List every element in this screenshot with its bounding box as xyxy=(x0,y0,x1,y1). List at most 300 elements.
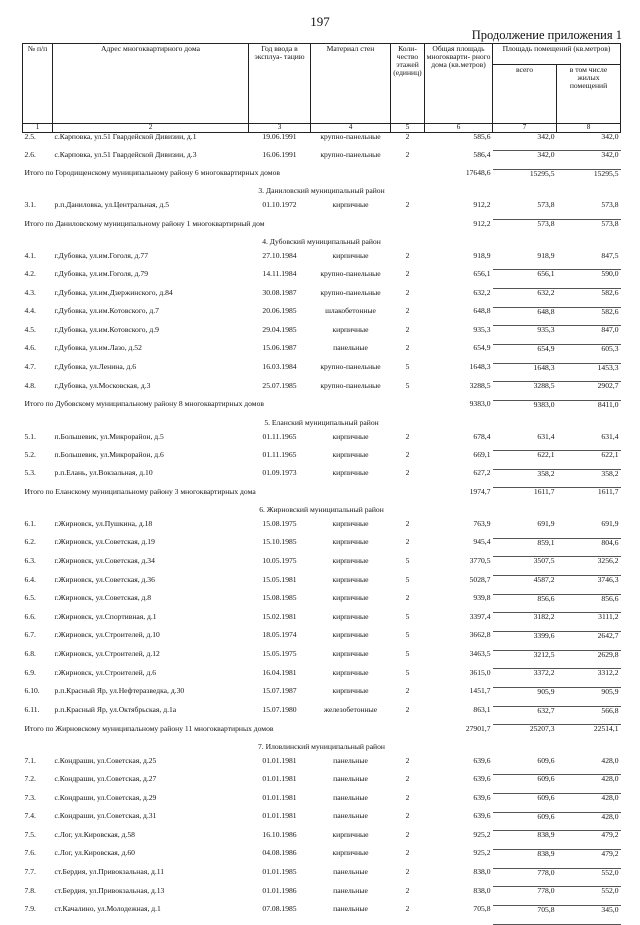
row-floors: 5 xyxy=(405,363,410,372)
row-floors: 5 xyxy=(405,556,410,565)
row-floors: 2 xyxy=(405,756,410,765)
row-floors: 2 xyxy=(405,288,410,297)
row-number: 2.6. xyxy=(24,150,36,159)
row-year: 25.07.1985 xyxy=(262,381,297,390)
row-total-area: 925,2 xyxy=(473,849,491,858)
row-address: р.п.Красный Яр, ул.Октябрьская, д.1а xyxy=(54,706,177,714)
row-floors: 2 xyxy=(405,269,410,278)
table-row xyxy=(23,289,621,308)
total-premises-all: 573,8 xyxy=(537,219,555,229)
row-premises-residential: 428,0 xyxy=(557,775,621,794)
district-total-row xyxy=(23,488,621,506)
row-total-area: 945,4 xyxy=(473,538,491,547)
row-premises-residential: 342,0 xyxy=(557,151,621,170)
col-number: 3 xyxy=(249,124,311,133)
col-number: 6 xyxy=(425,124,493,133)
district-heading: 5. Еланский муниципальный район xyxy=(264,418,379,427)
row-number: 6.10. xyxy=(24,687,40,696)
row-total-area: 669,1 xyxy=(473,450,491,459)
col-number: 1 xyxy=(23,124,53,133)
total-area: 9383,0 xyxy=(469,400,491,409)
row-material: крупно-панельные xyxy=(320,269,381,278)
row-floors: 2 xyxy=(405,538,410,547)
row-total-area: 935,3 xyxy=(473,325,491,334)
row-address: ст.Качалино, ул.Молодежная, д.1 xyxy=(54,905,161,914)
row-year: 15.10.1985 xyxy=(262,538,297,547)
row-floors: 5 xyxy=(405,575,410,584)
table-row xyxy=(23,132,621,151)
row-total-area: 639,6 xyxy=(473,774,491,783)
col-number: 2 xyxy=(53,124,249,133)
row-address: г.Жирновск, ул.Советская, д.8 xyxy=(54,594,152,603)
row-year: 15.06.1987 xyxy=(262,344,297,353)
total-premises-residential: 15295,5 xyxy=(593,169,619,178)
table-row xyxy=(23,613,621,632)
table-row xyxy=(23,594,621,613)
continuation-title: Продолжение приложения 1 xyxy=(471,28,622,42)
row-premises-residential: 552,0 xyxy=(557,887,621,906)
row-premises-all: 705,8 xyxy=(493,905,557,924)
row-floors: 2 xyxy=(405,812,410,821)
row-premises-residential: 582,6 xyxy=(557,289,621,308)
table-row xyxy=(23,363,621,382)
row-total-area: 705,8 xyxy=(473,905,491,914)
table-row xyxy=(23,687,621,706)
row-address: г.Дубовка, ул.Ленина, д.6 xyxy=(54,363,137,372)
row-premises-residential: 428,0 xyxy=(557,812,621,831)
row-total-area: 627,2 xyxy=(473,469,491,478)
row-floors: 2 xyxy=(405,450,410,459)
row-material: панельные xyxy=(333,905,368,914)
table-row xyxy=(23,775,621,794)
row-total-area: 918,9 xyxy=(473,251,491,260)
district-section-row xyxy=(23,743,621,757)
table-row xyxy=(23,469,621,488)
row-premises-all: 838,9 xyxy=(493,831,557,850)
row-total-area: 585,6 xyxy=(473,132,491,141)
row-floors: 2 xyxy=(405,905,410,914)
row-material: кирпичные xyxy=(332,432,369,441)
row-premises-residential: 691,9 xyxy=(557,520,621,538)
row-address: г.Дубовка, ул.им.Гоголя, д.79 xyxy=(54,269,149,278)
row-premises-residential: 2629,8 xyxy=(557,650,621,669)
row-year: 27.10.1984 xyxy=(262,251,297,260)
row-material: кирпичные xyxy=(332,251,369,260)
row-material: крупно-панельные xyxy=(320,288,381,297)
row-year: 16.10.1986 xyxy=(262,830,297,839)
row-premises-residential: 847,0 xyxy=(557,326,621,345)
row-year: 15.02.1981 xyxy=(262,612,297,621)
row-address: с.Лог, ул.Кировская, д.58 xyxy=(54,830,135,839)
row-address: г.Дубовка, ул.им.Котовского, д.9 xyxy=(54,325,159,334)
row-premises-all: 609,6 xyxy=(493,757,557,775)
district-section-row xyxy=(23,419,621,433)
row-material: крупно-панельные xyxy=(320,381,381,390)
header-total-area: Общая площадь многокварти- рного дома (кв.метров) xyxy=(425,44,493,124)
table-row xyxy=(23,270,621,289)
row-premises-residential: 566,8 xyxy=(557,706,621,725)
row-material: кирпичные xyxy=(332,556,369,565)
total-premises-residential: 1611,7 xyxy=(597,487,619,497)
row-premises-all: 778,0 xyxy=(493,868,557,887)
row-premises-all: 342,0 xyxy=(493,151,557,170)
row-address: п.Большевик, ул.Микрорайон, д.5 xyxy=(54,432,164,441)
row-total-area: 3463,5 xyxy=(469,650,491,659)
row-number: 4.7. xyxy=(24,363,36,372)
row-year: 07.08.1985 xyxy=(262,905,297,914)
row-address: г.Жирновск, ул.Советская, д.36 xyxy=(54,575,155,584)
row-premises-residential: 856,6 xyxy=(557,594,621,613)
row-number: 7.5. xyxy=(24,830,36,839)
row-address: р.п.Елань, ул.Вокзальная, д.10 xyxy=(54,469,153,478)
row-floors: 2 xyxy=(405,344,410,353)
row-year: 01.09.1973 xyxy=(262,469,297,478)
table-row xyxy=(23,433,621,451)
total-premises-all: 9383,0 xyxy=(533,400,555,409)
row-premises-all: 859,1 xyxy=(493,538,557,557)
row-year: 01.01.1985 xyxy=(262,868,297,877)
row-year: 20.06.1985 xyxy=(262,307,297,316)
row-number: 7.1. xyxy=(24,756,36,765)
row-premises-all: 3288,5 xyxy=(493,382,557,401)
row-total-area: 925,2 xyxy=(473,830,491,839)
row-material: кирпичные xyxy=(332,594,369,603)
row-premises-residential: 1453,3 xyxy=(557,363,621,382)
row-number: 7.9. xyxy=(24,905,36,914)
row-address: с.Лог, ул.Кировская, д.60 xyxy=(54,849,135,858)
row-address: с.Кондраши, ул.Советская, д.29 xyxy=(54,793,157,802)
row-floors: 2 xyxy=(405,201,410,210)
row-premises-residential: 358,2 xyxy=(557,469,621,488)
table-body xyxy=(23,132,621,924)
row-material: кирпичные xyxy=(332,612,369,621)
row-number: 3.1. xyxy=(24,201,36,210)
row-material: кирпичные xyxy=(332,687,369,696)
table-row xyxy=(23,451,621,470)
table-row xyxy=(23,151,621,170)
row-total-area: 3770,5 xyxy=(469,556,491,565)
header-premises-residential: в том числе жилых помещений xyxy=(557,65,621,124)
total-label: Итого по Еланскому муниципальному району 3 многоквартирных дома xyxy=(24,487,256,496)
row-floors: 2 xyxy=(405,325,410,334)
header-material: Материал стен xyxy=(311,44,391,124)
row-floors: 2 xyxy=(405,774,410,783)
row-total-area: 678,4 xyxy=(473,432,491,441)
row-premises-all: 778,0 xyxy=(493,887,557,906)
district-total-row xyxy=(23,220,621,238)
total-label: Итого по Даниловскому муниципальному району 1 многоквартирный дом xyxy=(24,219,265,228)
header-address: Адрес многоквартирного дома xyxy=(53,44,249,124)
row-premises-residential: 428,0 xyxy=(557,794,621,813)
row-number: 6.8. xyxy=(24,650,36,659)
row-year: 14.11.1984 xyxy=(262,269,297,278)
row-floors: 2 xyxy=(405,150,410,159)
row-number: 6.11. xyxy=(24,706,40,714)
row-material: панельные xyxy=(333,812,368,821)
row-number: 4.5. xyxy=(24,325,36,334)
col-number: 8 xyxy=(557,124,621,133)
district-total-row xyxy=(23,725,621,743)
table-header xyxy=(23,44,621,133)
row-year: 16.03.1984 xyxy=(262,363,297,372)
row-material: кирпичные xyxy=(332,201,369,210)
row-premises-residential: 573,8 xyxy=(557,201,621,219)
row-address: г.Дубовка, ул.им.Дзержинского, д.84 xyxy=(54,288,173,297)
row-number: 7.7. xyxy=(24,868,36,877)
header-year: Год ввода в эксплуа- тацию xyxy=(249,44,311,124)
row-total-area: 1648,3 xyxy=(469,363,491,372)
total-label: Итого по Городищенскому муниципальному району 6 многоквартирных домов xyxy=(24,169,280,178)
total-area: 27901,7 xyxy=(465,724,491,733)
header-premises-area: Площадь помещений (кв.метров) xyxy=(493,44,621,65)
row-total-area: 639,6 xyxy=(473,812,491,821)
row-number: 6.9. xyxy=(24,668,36,677)
page-number: 197 xyxy=(310,14,330,29)
row-premises-all: 609,6 xyxy=(493,812,557,831)
table-row xyxy=(23,382,621,401)
row-address: г.Дубовка, ул.им.Котовского, д.7 xyxy=(54,307,159,316)
table-row xyxy=(23,757,621,775)
row-total-area: 654,9 xyxy=(473,344,491,353)
table-row xyxy=(23,576,621,595)
table-row xyxy=(23,252,621,270)
row-number: 7.3. xyxy=(24,793,36,802)
row-number: 6.2. xyxy=(24,538,36,547)
row-premises-all: 838,9 xyxy=(493,849,557,868)
row-premises-residential: 3256,2 xyxy=(557,557,621,576)
header-floors: Коли- чество этажей (единиц) xyxy=(391,44,425,124)
row-year: 01.01.1981 xyxy=(262,793,297,802)
district-section-row xyxy=(23,506,621,520)
row-material: панельные xyxy=(333,868,368,877)
district-section-row xyxy=(23,238,621,252)
row-floors: 2 xyxy=(405,251,410,260)
table-row xyxy=(23,887,621,906)
row-total-area: 1451,7 xyxy=(469,687,491,696)
row-premises-all: 935,3 xyxy=(493,326,557,345)
row-floors: 2 xyxy=(405,520,410,529)
total-area: 1974,7 xyxy=(469,487,491,496)
row-premises-all: 632,2 xyxy=(493,289,557,308)
table-row xyxy=(23,307,621,326)
row-premises-all: 691,9 xyxy=(493,520,557,538)
total-premises-all: 25207,3 xyxy=(529,724,555,734)
row-address: г.Дубовка, ул.им.Гоголя, д.77 xyxy=(54,251,149,260)
row-number: 6.7. xyxy=(24,631,36,640)
row-premises-residential: 631,4 xyxy=(557,433,621,451)
row-year: 01.01.1981 xyxy=(262,812,297,821)
total-area: 912,2 xyxy=(473,219,491,228)
row-premises-residential: 428,0 xyxy=(557,757,621,775)
row-total-area: 639,6 xyxy=(473,793,491,802)
row-material: кирпичные xyxy=(332,538,369,547)
total-premises-all: 1611,7 xyxy=(533,487,555,497)
row-premises-all: 4587,2 xyxy=(493,576,557,595)
row-material: кирпичные xyxy=(332,668,369,677)
row-floors: 2 xyxy=(405,793,410,802)
row-material: кирпичные xyxy=(332,575,369,584)
row-premises-all: 905,9 xyxy=(493,687,557,706)
row-address: с.Кондраши, ул.Советская, д.27 xyxy=(54,774,157,783)
row-premises-all: 632,7 xyxy=(493,706,557,725)
row-total-area: 763,9 xyxy=(473,520,491,529)
row-year: 29.04.1985 xyxy=(262,325,297,334)
total-area: 17648,6 xyxy=(465,169,491,178)
row-year: 15.07.1980 xyxy=(262,706,297,714)
row-total-area: 648,8 xyxy=(473,307,491,316)
row-number: 4.4. xyxy=(24,307,36,316)
row-material: железобетонные xyxy=(323,706,378,714)
row-premises-all: 648,8 xyxy=(493,307,557,326)
row-material: кирпичные xyxy=(332,849,369,858)
row-material: кирпичные xyxy=(332,450,369,459)
row-premises-residential: 905,9 xyxy=(557,687,621,706)
row-number: 5.3. xyxy=(24,469,36,478)
row-number: 7.6. xyxy=(24,849,36,858)
row-premises-all: 3212,5 xyxy=(493,650,557,669)
row-total-area: 632,2 xyxy=(473,288,491,297)
row-number: 4.2. xyxy=(24,269,36,278)
district-heading: 6. Жирновский муниципальный район xyxy=(259,506,384,515)
row-number: 6.6. xyxy=(24,612,36,621)
row-floors: 2 xyxy=(405,868,410,877)
row-premises-all: 856,6 xyxy=(493,594,557,613)
row-material: панельные xyxy=(333,793,368,802)
row-premises-residential: 479,2 xyxy=(557,831,621,850)
row-floors: 5 xyxy=(405,631,410,640)
row-total-area: 3662,8 xyxy=(469,631,491,640)
row-material: панельные xyxy=(333,344,368,353)
row-address: г.Жирновск, ул.Советская, д.19 xyxy=(54,538,155,547)
housing-table xyxy=(22,43,621,925)
row-year: 15.05.1975 xyxy=(262,650,297,659)
row-premises-all: 1648,3 xyxy=(493,363,557,382)
row-floors: 2 xyxy=(405,469,410,478)
row-premises-all: 3182,2 xyxy=(493,613,557,632)
row-material: кирпичные xyxy=(332,830,369,839)
row-total-area: 5028,7 xyxy=(469,575,491,584)
row-premises-all: 3507,5 xyxy=(493,557,557,576)
row-premises-residential: 3111,2 xyxy=(557,613,621,632)
row-floors: 2 xyxy=(405,830,410,839)
row-floors: 2 xyxy=(405,132,410,141)
total-premises-residential: 573,8 xyxy=(601,219,619,229)
row-material: панельные xyxy=(333,756,368,765)
row-number: 7.8. xyxy=(24,886,36,895)
row-address: с.Карповка, ул.51 Гвардейской Дивизии, д.1 xyxy=(54,132,197,141)
district-heading: 7. Иловлинский муниципальный район xyxy=(258,742,385,751)
table-row xyxy=(23,520,621,538)
row-floors: 2 xyxy=(405,886,410,895)
row-year: 01.11.1965 xyxy=(262,450,297,459)
row-premises-residential: 582,6 xyxy=(557,307,621,326)
row-address: ст.Бердия, ул.Привокзальная, д.11 xyxy=(54,868,165,877)
row-number: 6.5. xyxy=(24,594,36,603)
row-premises-all: 631,4 xyxy=(493,433,557,451)
table-row xyxy=(23,831,621,850)
row-number: 7.2. xyxy=(24,774,36,783)
row-number: 6.4. xyxy=(24,575,36,584)
total-label: Итого по Дубовскому муниципальному району 8 многоквартирных домов xyxy=(24,400,264,409)
row-address: г.Жирновск, ул.Строителей, д.12 xyxy=(54,650,160,659)
total-label: Итого по Жирновскому муниципальному району 11 многоквартирных домов xyxy=(24,724,274,733)
table-row xyxy=(23,344,621,363)
table-row xyxy=(23,794,621,813)
row-material: шлакобетонные xyxy=(325,307,376,316)
row-address: с.Кондраши, ул.Советская, д.31 xyxy=(54,812,157,821)
row-floors: 2 xyxy=(405,432,410,441)
district-total-row xyxy=(23,400,621,418)
row-year: 19.06.1991 xyxy=(262,132,297,141)
row-year: 01.01.1986 xyxy=(262,886,297,895)
row-material: панельные xyxy=(333,886,368,895)
district-heading: 3. Даниловский муниципальный район xyxy=(258,187,385,196)
row-number: 4.3. xyxy=(24,288,36,297)
row-premises-all: 342,0 xyxy=(493,132,557,151)
row-premises-all: 654,9 xyxy=(493,344,557,363)
row-floors: 2 xyxy=(405,687,410,696)
row-premises-residential: 3312,2 xyxy=(557,669,621,688)
row-address: г.Дубовка, ул.им.Лазо, д.52 xyxy=(54,344,142,353)
row-year: 01.01.1981 xyxy=(262,756,297,765)
table-row xyxy=(23,868,621,887)
row-material: кирпичные xyxy=(332,469,369,478)
row-number: 5.2. xyxy=(24,450,36,459)
row-address: г.Дубовка, ул.Московская, д.3 xyxy=(54,381,151,390)
row-premises-residential: 605,3 xyxy=(557,344,621,363)
row-premises-residential: 2642,7 xyxy=(557,631,621,650)
table-row xyxy=(23,669,621,688)
row-address: г.Жирновск, ул.Строителей, д.6 xyxy=(54,668,157,677)
row-address: р.п.Даниловка, ул.Центральная, д.5 xyxy=(54,201,169,210)
row-total-area: 656,1 xyxy=(473,269,491,278)
table-row xyxy=(23,557,621,576)
row-premises-all: 656,1 xyxy=(493,270,557,289)
row-floors: 5 xyxy=(405,668,410,677)
table-row xyxy=(23,905,621,924)
row-material: крупно-панельные xyxy=(320,363,381,372)
row-premises-all: 3372,2 xyxy=(493,669,557,688)
row-premises-all: 573,8 xyxy=(493,201,557,219)
row-floors: 5 xyxy=(405,612,410,621)
header-premises-all: всего xyxy=(493,65,557,124)
row-address: п.Большевик, ул.Микрорайон, д.6 xyxy=(54,450,164,459)
col-number: 7 xyxy=(493,124,557,133)
row-total-area: 3397,4 xyxy=(469,612,491,621)
row-total-area: 939,8 xyxy=(473,594,491,603)
row-floors: 2 xyxy=(405,307,410,316)
table-row xyxy=(23,538,621,557)
col-number: 4 xyxy=(311,124,391,133)
row-year: 30.08.1987 xyxy=(262,288,297,297)
row-year: 04.08.1986 xyxy=(262,849,297,858)
row-material: панельные xyxy=(333,774,368,783)
row-address: г.Жирновск, ул.Строителей, д.10 xyxy=(54,631,160,640)
table-row xyxy=(23,201,621,219)
row-address: г.Жирновск, ул.Пушкина, д.18 xyxy=(54,520,153,529)
row-year: 15.08.1985 xyxy=(262,594,297,603)
row-material: кирпичные xyxy=(332,650,369,659)
row-premises-all: 609,6 xyxy=(493,775,557,794)
table-row xyxy=(23,706,621,725)
row-premises-all: 3399,6 xyxy=(493,631,557,650)
total-premises-residential: 8411,0 xyxy=(597,400,619,409)
row-year: 15.07.1987 xyxy=(262,687,297,696)
row-premises-all: 918,9 xyxy=(493,252,557,270)
col-number: 5 xyxy=(391,124,425,133)
total-premises-residential: 22514,1 xyxy=(593,724,619,734)
row-premises-all: 622,1 xyxy=(493,451,557,470)
